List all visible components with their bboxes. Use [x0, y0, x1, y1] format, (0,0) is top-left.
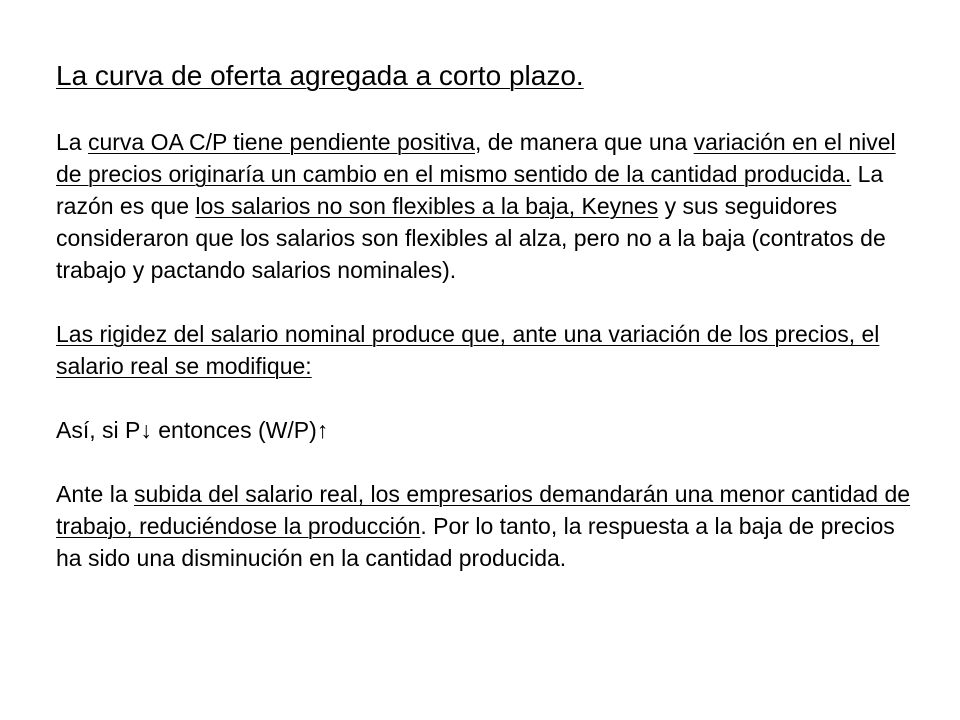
text-segment: y sus seguidores consideraron que los salarios son flexibles al alza, pero no a la baja (contratos de trabajo y pactando salarios nominales). [56, 193, 886, 283]
paragraph-rigidity [56, 318, 916, 382]
text-segment: , de manera que una [474, 129, 694, 155]
paragraph-oa-curve [56, 126, 916, 286]
text-segment: Así, si P↓ entonces (W/P)↑ [56, 417, 329, 443]
underlined-phrase: curva OA C/P tiene pendiente positiva [87, 129, 475, 155]
text-segment: La [56, 129, 88, 155]
slide-content [56, 58, 916, 574]
text-segment: . Por lo tanto, la respuesta a la baja de precios ha sido una disminución en la cantidad producida. [56, 513, 895, 571]
slide-title: La curva de oferta agregada a corto plazo. [56, 60, 584, 91]
underlined-phrase: subida del salario real, los empresarios demandarán una menor cantidad de trabajo, reduciéndose la producción [56, 481, 911, 539]
underlined-phrase: variación en el nivel de precios originaría un cambio en el mismo sentido de la cantidad producida. [56, 129, 896, 187]
underlined-phrase: Las rigidez del salario nominal produce que, ante una variación de los precios, el salario real se modifique: [56, 321, 880, 379]
paragraph-conclusion [56, 478, 916, 574]
text-segment: La razón es que [56, 161, 884, 219]
paragraph-relation [56, 414, 916, 446]
text-segment: Ante la [56, 481, 134, 507]
underlined-phrase: los salarios no son flexibles a la baja, Keynes [195, 193, 659, 219]
